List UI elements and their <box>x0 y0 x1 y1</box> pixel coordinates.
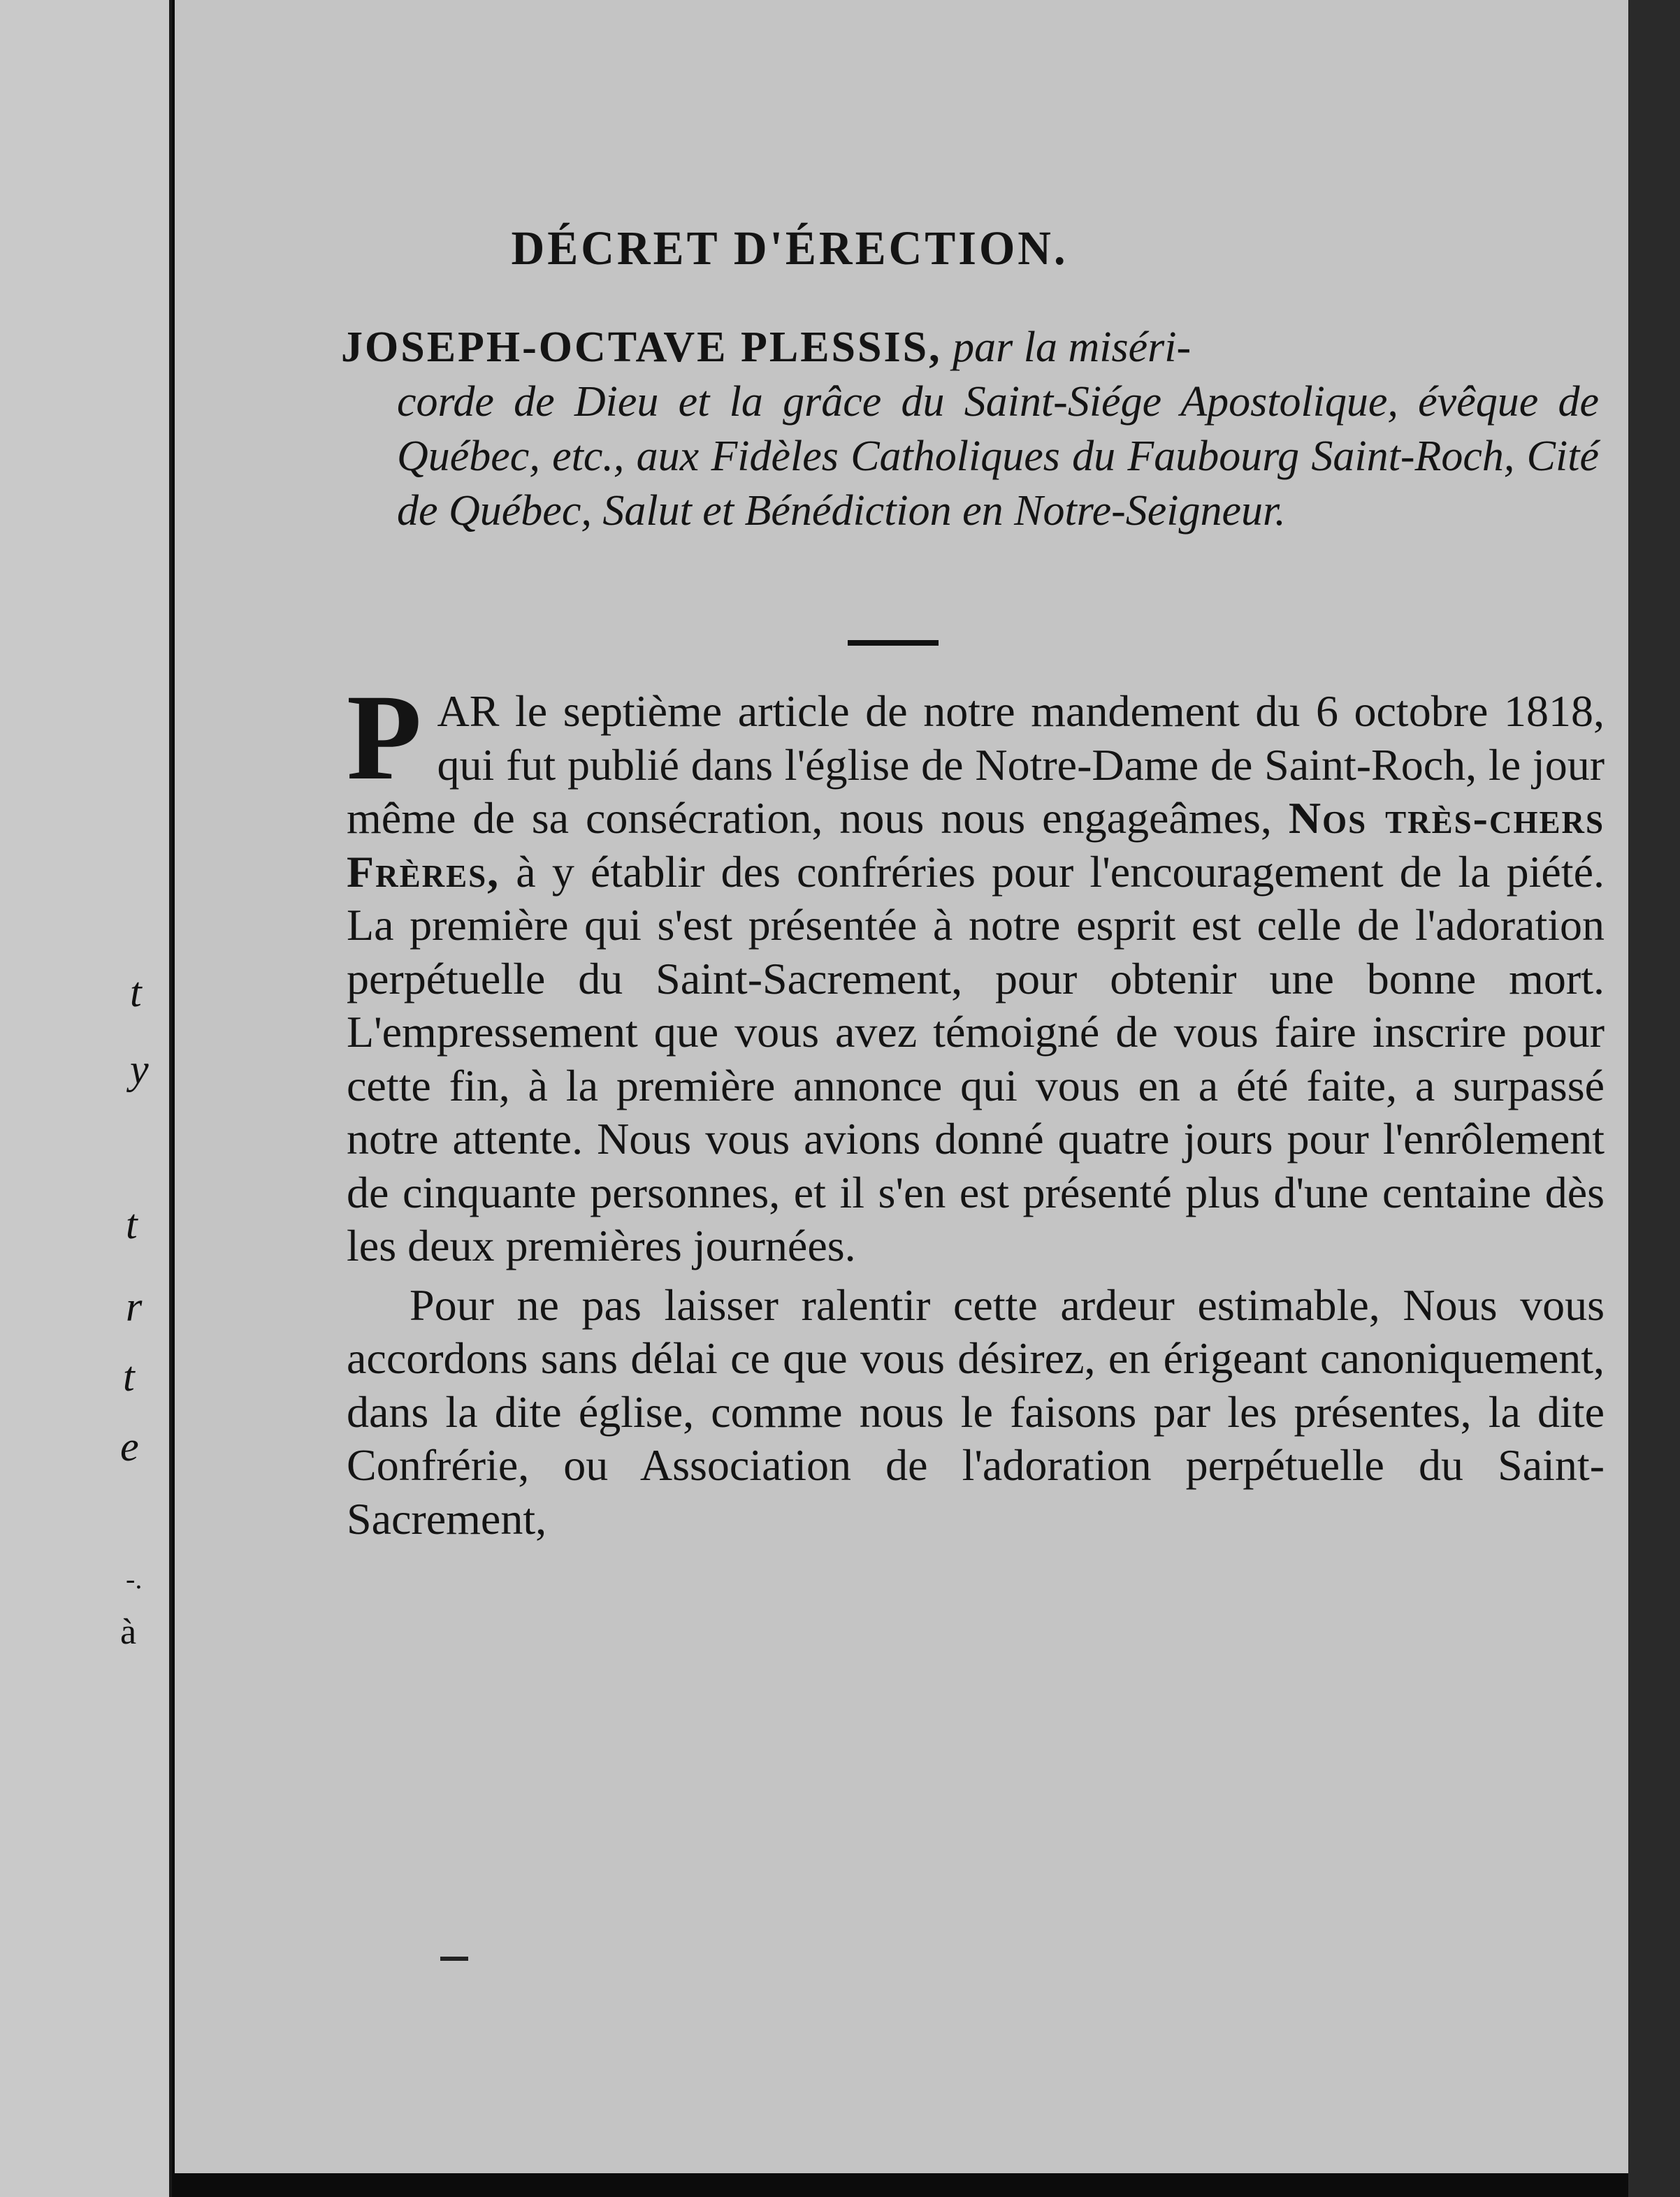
drop-cap: P <box>347 669 422 806</box>
left-fragment: t <box>123 1354 135 1400</box>
left-fragment: à <box>120 1612 137 1652</box>
right-page-edge <box>1628 0 1680 2197</box>
print-speck <box>440 1957 468 1961</box>
left-fragment: t <box>126 1201 138 1247</box>
address-text-rest: corde de Dieu et la grâce du Saint-Siége Apostolique, évêque de Québec, etc., aux Fidèles Catholiques du Faubourg Saint-Roch, Cité de Québec, Salut et Bénédiction en Notre-Seigneur. <box>397 378 1599 535</box>
paragraph-1-text-a: AR le septième article de notre mandement du 6 octobre 1818, qui fut publié dans l'église de Notre-Dame de Saint-Roch, le jour même de sa consécration, nous nous engageâmes, <box>347 686 1605 843</box>
left-fragment: -. <box>126 1563 143 1595</box>
left-page-margin <box>0 0 172 2197</box>
address-text-first: par la miséri- <box>953 324 1192 371</box>
address-block <box>341 320 1599 538</box>
paragraph-2: Pour ne pas laisser ralentir cette ardeur estimable, Nous vous accordons sans délai ce que vous désirez, en érigeant canoniquement, dans la dite église, comme nous le faisons par les présentes, la dite Confrérie, ou Association de l'adoration perpétuelle du Saint-Sacrement, <box>347 1279 1605 1544</box>
left-page-text-fragments <box>0 0 169 2197</box>
book-page <box>175 0 1628 2173</box>
paragraph-1 <box>347 669 1605 1273</box>
paragraph-1-text-b: à y établir des confréries pour l'encouragement de la piété. La première qui s'est présentée à notre esprit est celle de l'adoration perpétuelle du Saint-Sacrement, pour obtenir une bonne mort. L'empressement que vous avez témoigné de vous faire inscrire pour cette fin, à la première annonce qui vous en a été faite, a surpassé notre attente. Nous vous avions donné quatre jours pour l'enrôlement de cinquante personnes, et il s'en est présenté plus d'une centaine dès les deux premières journées. <box>347 846 1605 1270</box>
left-fragment: t <box>130 969 142 1015</box>
bishop-name: JOSEPH-OCTAVE PLESSIS, <box>341 324 942 371</box>
page-heading: DÉCRET D'ÉRECTION. <box>511 222 1069 275</box>
salutation: Nos très-chers Frères, <box>347 793 1605 897</box>
section-rule <box>848 640 939 646</box>
left-fragment: y <box>130 1046 149 1092</box>
left-fragment: r <box>126 1284 143 1330</box>
body-text <box>347 669 1605 1546</box>
left-fragment: e <box>120 1423 139 1470</box>
